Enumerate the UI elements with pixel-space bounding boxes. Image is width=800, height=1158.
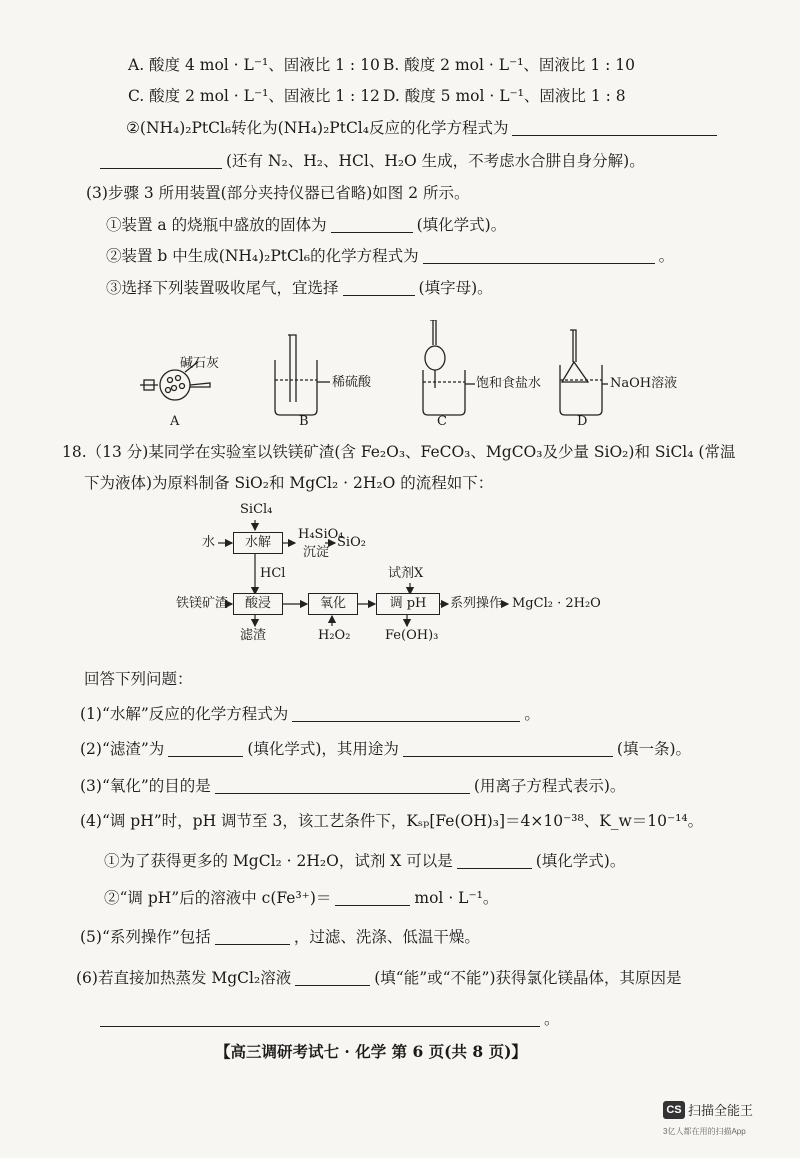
q-text: (填化学式)。 — [416, 216, 507, 234]
q-text: ①为了获得更多的 MgCl₂ · 2H₂O，试剂 X 可以是 — [104, 852, 453, 870]
letter-d: D — [577, 414, 588, 429]
answer-blank[interactable] — [168, 740, 243, 757]
scanner-tagline: 3亿人都在用的扫描App — [663, 1127, 746, 1136]
q-text: (用离子方程式表示)。 — [473, 777, 626, 795]
q-text: 。 — [524, 705, 540, 723]
q18-intro-line1: 18.（13 分)某同学在实验室以铁镁矿渣(含 Fe₂O₃、FeCO₃、MgCO₃及少量 SiO₂)和 SiCl₄ (常温 — [62, 443, 736, 461]
flow-reagent-x: 试剂X — [388, 566, 424, 581]
q17-part3-q1 — [106, 214, 506, 236]
q18-2 — [80, 738, 691, 760]
q-text: 。 — [658, 247, 675, 265]
flow-h2o2: H₂O₂ — [318, 628, 351, 643]
beaker-c — [423, 320, 475, 415]
label-soda-lime: 碱石灰 — [180, 356, 220, 371]
scanner-watermark — [663, 1100, 753, 1119]
flow-water: 水 — [202, 535, 216, 550]
q18-4: (4)“调 pH”时，pH 调节至 3，该工艺条件下，Kₛₚ[Fe(OH)₃]＝4×10⁻³⁸、K_w＝10⁻¹⁴。 — [80, 812, 704, 830]
answer-blank[interactable] — [343, 279, 415, 296]
flow-box-hydrolysis: 水解 — [233, 532, 283, 554]
flow-box-adjust-ph: 调 pH — [376, 593, 440, 615]
q18-4-1 — [104, 850, 625, 872]
q18-6 — [76, 967, 682, 989]
flow-hcl: HCl — [260, 566, 286, 581]
flow-box-acid-leach: 酸浸 — [233, 593, 283, 615]
q-text: (6)若直接加热蒸发 MgCl₂溶液 — [76, 969, 292, 987]
option-b: B. 酸度 2 mol · L⁻¹、固液比 1 : 10 — [383, 56, 636, 74]
answer-blank[interactable] — [512, 119, 717, 136]
q18-3 — [80, 775, 625, 797]
cs-logo-icon: CS — [663, 1101, 685, 1119]
answer-blank[interactable] — [295, 969, 370, 986]
beaker-d — [560, 330, 608, 415]
beaker-b — [275, 335, 330, 415]
q-text: (5)“系列操作”包括 — [80, 928, 211, 946]
q-text: (填化学式)，其用途为 — [247, 740, 399, 758]
letter-c: C — [437, 414, 447, 429]
q-text: 。 — [544, 1010, 560, 1028]
q18-5 — [80, 926, 480, 948]
label-naoh: NaOH溶液 — [610, 376, 678, 391]
q-text: ①装置 a 的烧瓶中盛放的固体为 — [106, 216, 327, 234]
flow-feoh3: Fe(OH)₃ — [385, 628, 439, 643]
q-text: (填一条)。 — [616, 740, 692, 758]
option-a: A. 酸度 4 mol · L⁻¹、固液比 1 : 10 — [128, 56, 380, 74]
flow-residue: 滤渣 — [240, 628, 267, 643]
flow-box-oxidation: 氧化 — [308, 593, 358, 615]
answer-blank[interactable] — [403, 740, 613, 757]
answer-blank[interactable] — [215, 777, 470, 794]
scanner-name: 扫描全能王 — [688, 1103, 754, 1118]
answer-blank[interactable] — [423, 247, 655, 264]
q-text: (填字母)。 — [418, 279, 493, 297]
q-text: ②装置 b 中生成(NH₄)₂PtCl₆的化学方程式为 — [106, 247, 419, 265]
flow-sicl4: SiCl₄ — [240, 502, 273, 517]
answer-prompt: 回答下列问题： — [84, 670, 193, 688]
label-saturated-brine: 饱和食盐水 — [476, 376, 542, 391]
q-text: (2)“滤渣”为 — [80, 740, 165, 758]
q-text: ③选择下列装置吸收尾气，宜选择 — [106, 279, 339, 297]
q-text: (填化学式)。 — [535, 852, 626, 870]
answer-blank[interactable] — [292, 705, 520, 722]
answer-blank[interactable] — [100, 152, 222, 169]
flow-sio2: SiO₂ — [337, 535, 366, 550]
flow-product: MgCl₂ · 2H₂O — [512, 596, 601, 611]
answer-blank[interactable] — [215, 928, 290, 945]
answer-blank[interactable] — [100, 1010, 540, 1027]
q17-part2-line2 — [100, 150, 645, 172]
q-text: ②“调 pH”后的溶液中 c(Fe³⁺)＝ — [104, 889, 332, 907]
answer-blank[interactable] — [335, 889, 410, 906]
q18-6-line2 — [100, 1008, 560, 1030]
apparatus-figure — [130, 320, 690, 432]
q17-part2-line1 — [126, 117, 717, 139]
q17-part2-text: ②(NH₄)₂PtCl₆转化为(NH₄)₂PtCl₄反应的化学方程式为 — [126, 119, 509, 137]
q18-4-2 — [104, 887, 498, 909]
flow-h4sio4: H₄SiO₄ — [298, 527, 344, 542]
q-text: (填“能”或“不能”)获得氯化镁晶体，其原因是 — [374, 969, 682, 987]
q-text: mol · L⁻¹。 — [414, 889, 499, 907]
label-dilute-h2so4: 稀硫酸 — [332, 375, 372, 390]
flow-raw-material: 铁镁矿渣 — [176, 596, 229, 611]
q17-part3-q2 — [106, 245, 674, 267]
q17-part3-intro: (3)步骤 3 所用装置(部分夹持仪器已省略)如图 2 所示。 — [86, 184, 470, 202]
option-c: C. 酸度 2 mol · L⁻¹、固液比 1 : 12 — [128, 87, 380, 105]
flow-series-ops: 系列操作 — [450, 596, 503, 611]
q17-part2-note: (还有 N₂、H₂、HCl、H₂O 生成，不考虑水合肼自身分解)。 — [226, 152, 645, 170]
letter-b: B — [299, 414, 309, 429]
answer-blank[interactable] — [331, 216, 413, 233]
flow-precip: 沉淀 — [303, 545, 330, 560]
q-text: (3)“氧化”的目的是 — [80, 777, 211, 795]
q18-1 — [80, 703, 540, 725]
q-text: (1)“水解”反应的化学方程式为 — [80, 705, 289, 723]
answer-blank[interactable] — [457, 852, 532, 869]
q17-part3-q3 — [106, 277, 493, 299]
letter-a: A — [170, 414, 180, 429]
q18-intro-line2: 下为液体)为原料制备 SiO₂和 MgCl₂ · 2H₂O 的流程如下： — [84, 474, 494, 492]
q-text: ，过滤、洗涤、低温干燥。 — [293, 928, 480, 946]
page-footer: 【高三调研考试七 · 化学 第 6 页(共 8 页)】 — [215, 1042, 527, 1061]
option-d: D. 酸度 5 mol · L⁻¹、固液比 1 : 8 — [383, 87, 626, 105]
